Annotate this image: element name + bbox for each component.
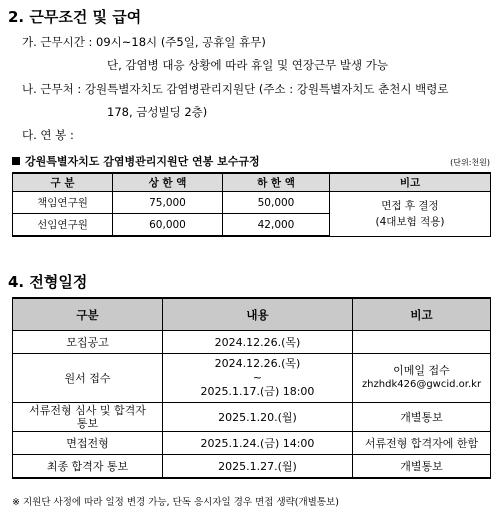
remark-cell: 면접 후 결정 (4대보험 적용) [330, 192, 491, 237]
table-row [13, 455, 491, 479]
step-cell: 서류전형 심사 및 합격자 통보 [13, 403, 163, 432]
note-cell: 서류전형 합격자에 한함 [353, 432, 491, 455]
lower-cell: 42,000 [223, 214, 330, 237]
step-cell: 모집공고 [13, 331, 163, 354]
table-row [13, 432, 491, 455]
work-hours-note: 단, 감염병 대응 상황에 따라 휴일 및 연장근무 발생 가능 [107, 58, 388, 72]
content-cell: 2025.1.24.(금) 14:00 [163, 432, 353, 455]
table-row [13, 354, 491, 403]
note-cell: 개별통보 [353, 403, 491, 432]
upper-cell: 75,000 [113, 192, 223, 214]
note-cell [353, 331, 491, 354]
header-note: 비고 [353, 298, 491, 331]
table-row [13, 403, 491, 432]
workplace-line: 나. 근무처 : 강원특별자치도 감염병관리지원단 (주소 : 강원특별자치도 춘천시 백령로 [22, 82, 449, 96]
header-lower: 하 한 액 [223, 173, 330, 192]
grade-cell: 책임연구원 [13, 192, 113, 214]
grade-cell: 선임연구원 [13, 214, 113, 237]
section-2-title: 2. 근무조건 및 급여 [8, 8, 142, 26]
unit-label: (단위:천원) [450, 158, 490, 167]
salary-table-title: 강원특별자치도 감염병관리지원단 연봉 보수규정 [12, 153, 260, 169]
lower-cell: 50,000 [223, 192, 330, 214]
schedule-table [12, 297, 491, 479]
header-remark: 비고 [330, 173, 491, 192]
content-cell: 2025.1.20.(월) [163, 403, 353, 432]
content-cell: 2025.1.27.(월) [163, 455, 353, 479]
note-cell: 개별통보 [353, 455, 491, 479]
square-bullet-icon [12, 157, 20, 165]
header-grade: 구 분 [13, 173, 113, 192]
upper-cell: 60,000 [113, 214, 223, 237]
header-upper: 상 한 액 [113, 173, 223, 192]
schedule-footnote: ※ 지원단 사정에 따라 일정 변경 가능, 단독 응시자일 경우 면접 생략(개별통보) [12, 497, 339, 508]
step-cell: 원서 접수 [13, 354, 163, 403]
workplace-line-cont: 178, 금성빌딩 2층) [107, 105, 208, 119]
note-cell: 이메일 접수 zhzhdk426@gwcid.or.kr [353, 354, 491, 403]
header-content: 내용 [163, 298, 353, 331]
table-header-row [13, 173, 491, 192]
header-step: 구분 [13, 298, 163, 331]
salary-table [12, 172, 491, 237]
salary-line: 다. 연 봉 : [22, 128, 74, 142]
table-header-row [13, 298, 491, 331]
section-4-title: 4. 전형일정 [8, 273, 88, 291]
content-cell: 2024.12.26.(목) ~ 2025.1.17.(금) 18:00 [163, 354, 353, 403]
step-cell: 면접전형 [13, 432, 163, 455]
table-row [13, 331, 491, 354]
table-row [13, 192, 491, 214]
content-cell: 2024.12.26.(목) [163, 331, 353, 354]
work-hours-line: 가. 근무시간 : 09시~18시 (주5일, 공휴일 휴무) [22, 35, 266, 49]
step-cell: 최종 합격자 통보 [13, 455, 163, 479]
